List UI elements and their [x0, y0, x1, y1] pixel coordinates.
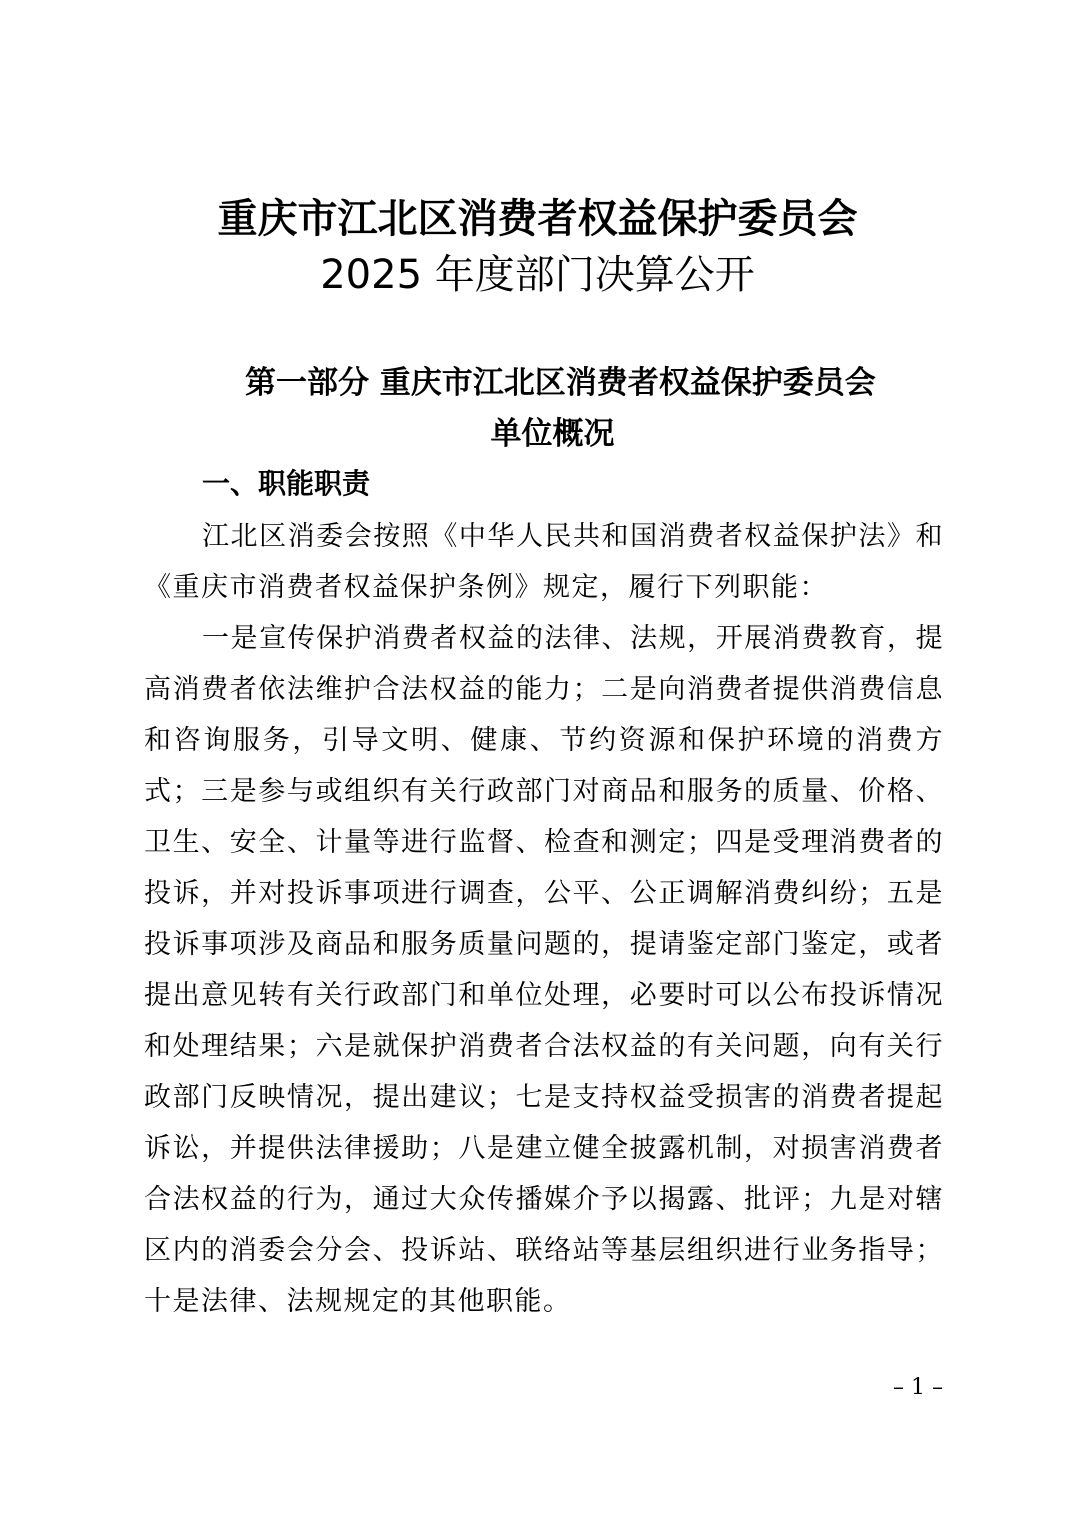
- part-heading-line1: 第一部分 重庆市江北区消费者权益保护委员会: [245, 365, 876, 401]
- paragraph-intro: 江北区消委会按照《中华人民共和国消费者权益保护法》和《重庆市消费者权益保护条例》规定，履行下列职能：: [144, 521, 944, 603]
- part-heading-line2: 单位概况: [490, 416, 615, 452]
- section-heading-functions: 一、职能职责: [202, 467, 371, 500]
- document-title-line1: 重庆市江北区消费者权益保护委员会: [217, 196, 858, 242]
- paragraph-functions-list: 一是宣传保护消费者权益的法律、法规，开展消费教育，提高消费者依法维护合法权益的能力；二是向消费者提供消费信息和咨询服务，引导文明、健康、节约资源和保护环境的消费方式；三是参与或组织有关行政部门对商品和服务的质量、价格、卫生、安全、计量等进行监督、检查和测定；四是受理消费者的投诉，并对投诉事项进行调查，公平、公正调解消费纠纷；五是投诉事项涉及商品和服务质量问题的，提请鉴定部门鉴定，或者提出意见转有关行政部门和单位处理，必要时可以公布投诉情况和处理结果；六是就保护消费者合法权益的有关问题，向有关行政部门反映情况，提出建议；七是支持权益受损害的消费者提起诉讼，并提供法律援助；八是建立健全披露机制，对损害消费者合法权益的行为，通过大众传播媒介予以揭露、批评；九是对辖区内的消委会分会、投诉站、联络站等基层组织进行业务指导；十是法律、法规规定的其他职能。: [144, 623, 944, 1317]
- page-number: – 1 –: [893, 1375, 943, 1400]
- document-title-line2: 2025 年度部门决算公开: [320, 252, 755, 298]
